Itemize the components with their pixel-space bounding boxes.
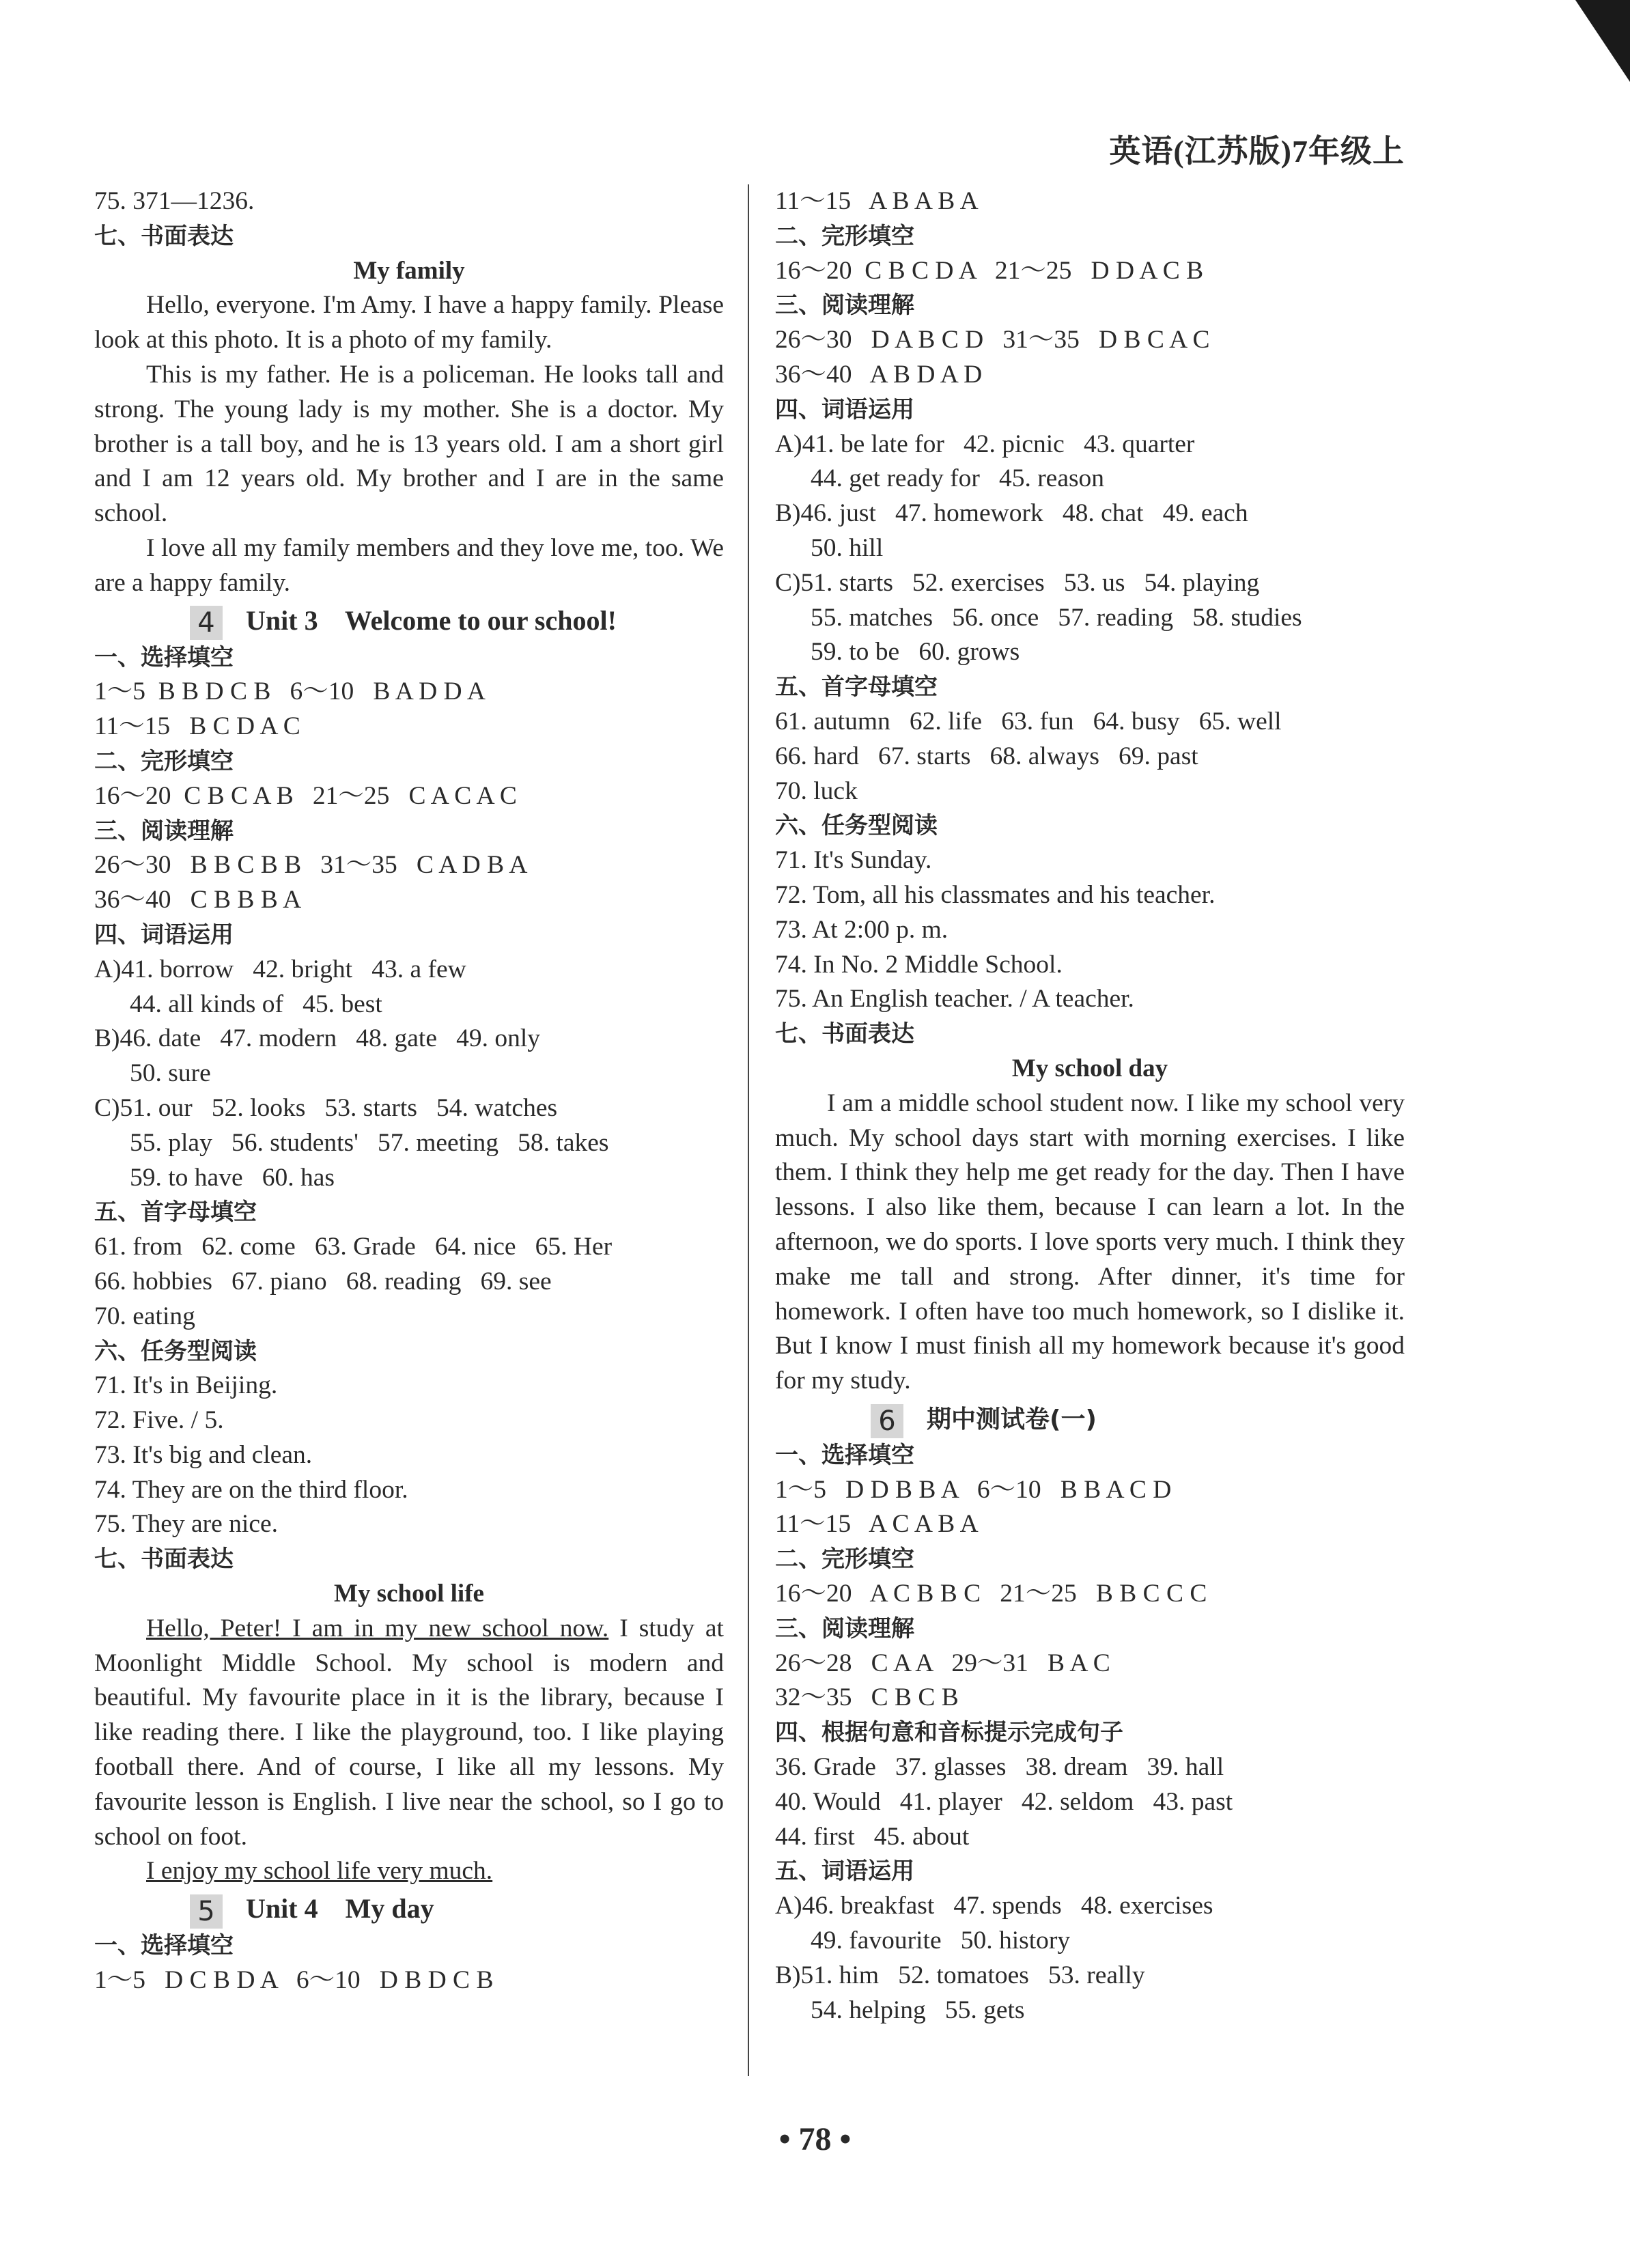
section-heading: 七、书面表达 (94, 222, 234, 250)
essay-paragraph: Hello, everyone. I'm Amy. I have a happy family. Please look at this photo. It is a photo of my family. (94, 291, 724, 354)
left-column (94, 184, 724, 1998)
unit-heading (775, 1399, 1405, 1438)
section-heading: 五、首字母填空 (775, 673, 938, 701)
section-heading: 二、完形填空 (775, 1545, 914, 1573)
underlined-sentence: I enjoy my school life very much. (146, 1857, 493, 1886)
section-heading: 二、完形填空 (94, 747, 234, 775)
answer-line: 1～5 D D B B A 6～10 B B A C D (775, 1475, 1172, 1504)
answer-line: 66. hobbies 67. piano 68. reading 69. see (94, 1267, 552, 1296)
answer-line: 50. sure (130, 1059, 211, 1088)
essay-title: My school life (334, 1580, 484, 1608)
answer-line: 75. 371—1236. (94, 187, 255, 215)
answer-line: A)46. breakfast 47. spends 48. exercises (775, 1892, 1213, 1920)
answer-line: 72. Tom, all his classmates and his teacher. (775, 880, 1216, 909)
section-heading: 七、书面表达 (94, 1545, 234, 1573)
answer-line: 75. They are nice. (94, 1510, 278, 1539)
answer-line: 54. helping 55. gets (811, 1996, 1025, 2024)
section-heading: 五、首字母填空 (94, 1199, 257, 1227)
answer-line: 44. first 45. about (775, 1822, 970, 1851)
section-heading: 四、词语运用 (775, 395, 914, 423)
answer-line: 74. In No. 2 Middle School. (775, 950, 1063, 979)
corner-mark (1575, 0, 1630, 82)
essay-title: My school day (1011, 1054, 1168, 1082)
answer-line: 66. hard 67. starts 68. always 69. past (775, 742, 1198, 770)
section-heading: 一、选择填空 (775, 1441, 914, 1469)
answer-line: B)46. just 47. homework 48. chat 49. each (775, 499, 1248, 528)
answer-line: 72. Five. / 5. (94, 1406, 224, 1435)
answer-line: A)41. borrow 42. bright 43. a few (94, 955, 466, 983)
page-number: • 78 • (778, 2121, 852, 2157)
column-divider (748, 184, 749, 2076)
unit-number-badge: 4 (190, 606, 223, 640)
essay-text: I study at Moonlight Middle School. My school is modern and beautiful. My favourite place in it is the library, because I like reading there. I like the playground, too. I like playing football there. And of course, I like all my lessons. My favourite lesson is English. I live near the school, so I go to school on foot. (94, 1614, 724, 1851)
section-heading: 四、词语运用 (94, 921, 234, 949)
answer-line: 55. matches 56. once 57. reading 58. studies (811, 603, 1302, 632)
answer-line: A)41. be late for 42. picnic 43. quarter (775, 430, 1195, 458)
unit-number-badge: 5 (190, 1894, 223, 1929)
section-heading: 一、选择填空 (94, 643, 234, 671)
answer-line: 61. from 62. come 63. Grade 64. nice 65. Her (94, 1233, 613, 1261)
answer-line: 32～35 C B C B (775, 1683, 959, 1712)
page-header: 英语(江苏版)7年级上 (1109, 134, 1405, 169)
section-heading: 三、阅读理解 (775, 1614, 914, 1642)
right-column (775, 184, 1405, 2028)
answer-line: 59. to be 60. grows (811, 638, 1020, 667)
answer-line: 11～15 A C A B A (775, 1510, 979, 1539)
answer-line: 11～15 B C D A C (94, 712, 300, 741)
essay-paragraph (94, 1854, 724, 1889)
unit-number-badge: 6 (871, 1404, 903, 1438)
unit-title: Unit 3 Welcome to our school! (246, 604, 617, 636)
unit-title: 期中测试卷(一) (927, 1405, 1097, 1433)
answer-line: 1～5 D C B D A 6～10 D B D C B (94, 1966, 494, 1995)
answer-line: 50. hill (811, 533, 884, 562)
answer-line: 11～15 A B A B A (775, 187, 979, 215)
answer-line: 74. They are on the third floor. (94, 1475, 408, 1504)
answer-line: 73. It's big and clean. (94, 1440, 313, 1469)
essay-paragraph: I love all my family members and they love me, too. We are a happy family. (94, 533, 724, 597)
answer-line: 36～40 A B D A D (775, 360, 983, 389)
answer-line: 49. favourite 50. history (811, 1927, 1071, 1955)
essay-paragraph: I am a middle school student now. I like my school very much. My school days start with morning exercises. I like them. I think they help me get ready for the day. Then I have lessons. I also like them, because I can learn a lot. In the afternoon, we do sports. I love sports very much. I think they make me tall and strong. After dinner, it's time for homework. I often have too much homework, so I dislike it. But I know I must finish all my homework because it's good for my study. (775, 1089, 1405, 1395)
section-heading: 三、阅读理解 (775, 292, 914, 320)
answer-line: 55. play 56. students' 57. meeting 58. takes (130, 1128, 609, 1157)
answer-line: 70. eating (94, 1302, 195, 1330)
answer-line: 16～20 C B C A B 21～25 C A C A C (94, 781, 517, 810)
essay-paragraph: This is my father. He is a policeman. He looks tall and strong. The young lady is my mother. She is a doctor. My brother is a tall boy, and he is 13 years old. I am a short girl and I am 12 years old. My brother and I are in the same school. (94, 360, 724, 528)
unit-heading (94, 601, 724, 641)
answer-line: B)46. date 47. modern 48. gate 49. only (94, 1024, 541, 1053)
section-heading: 七、书面表达 (775, 1020, 914, 1048)
answer-line: 71. It's in Beijing. (94, 1371, 278, 1400)
unit-title: Unit 4 My day (246, 1893, 434, 1924)
answer-line: 59. to have 60. has (130, 1163, 335, 1192)
unit-heading (94, 1889, 724, 1929)
answer-line: 26～30 B B C B B 31～35 C A D B A (94, 851, 528, 880)
answer-line: 26～28 C A A 29～31 B A C (775, 1649, 1110, 1677)
answer-line: 36. Grade 37. glasses 38. dream 39. hall (775, 1753, 1224, 1782)
answer-line: 1～5 B B D C B 6～10 B A D D A (94, 677, 486, 706)
answer-line: 71. It's Sunday. (775, 846, 932, 875)
section-heading: 一、选择填空 (94, 1932, 234, 1960)
answer-line: 61. autumn 62. life 63. fun 64. busy 65. well (775, 707, 1282, 736)
answer-line: 44. get ready for 45. reason (811, 464, 1105, 493)
section-heading: 二、完形填空 (775, 222, 914, 250)
section-heading: 五、词语运用 (775, 1858, 914, 1886)
answer-line: C)51. starts 52. exercises 53. us 54. playing (775, 568, 1260, 597)
answer-line: B)51. him 52. tomatoes 53. really (775, 1961, 1145, 1989)
section-heading: 三、阅读理解 (94, 817, 234, 845)
answer-line: 16～20 C B C D A 21～25 D D A C B (775, 256, 1204, 285)
answer-line: C)51. our 52. looks 53. starts 54. watches (94, 1093, 558, 1122)
essay-paragraph (94, 1612, 724, 1855)
answer-line: 16～20 A C B B C 21～25 B B C C C (775, 1580, 1207, 1608)
answer-line: 26～30 D A B C D 31～35 D B C A C (775, 326, 1210, 354)
answer-line: 36～40 C B B B A (94, 886, 302, 914)
section-heading: 六、任务型阅读 (775, 812, 938, 840)
answer-line: 44. all kinds of 45. best (130, 990, 382, 1018)
answer-line: 73. At 2:00 p. m. (775, 915, 949, 944)
section-heading: 四、根据句意和音标提示完成句子 (775, 1719, 1123, 1747)
answer-line: 40. Would 41. player 42. seldom 43. past (775, 1787, 1233, 1816)
essay-title: My family (353, 256, 465, 285)
answer-line: 70. luck (775, 776, 858, 805)
underlined-sentence: Hello, Peter! I am in my new school now. (146, 1614, 609, 1642)
section-heading: 六、任务型阅读 (94, 1337, 257, 1365)
answer-line: 75. An English teacher. / A teacher. (775, 985, 1134, 1013)
